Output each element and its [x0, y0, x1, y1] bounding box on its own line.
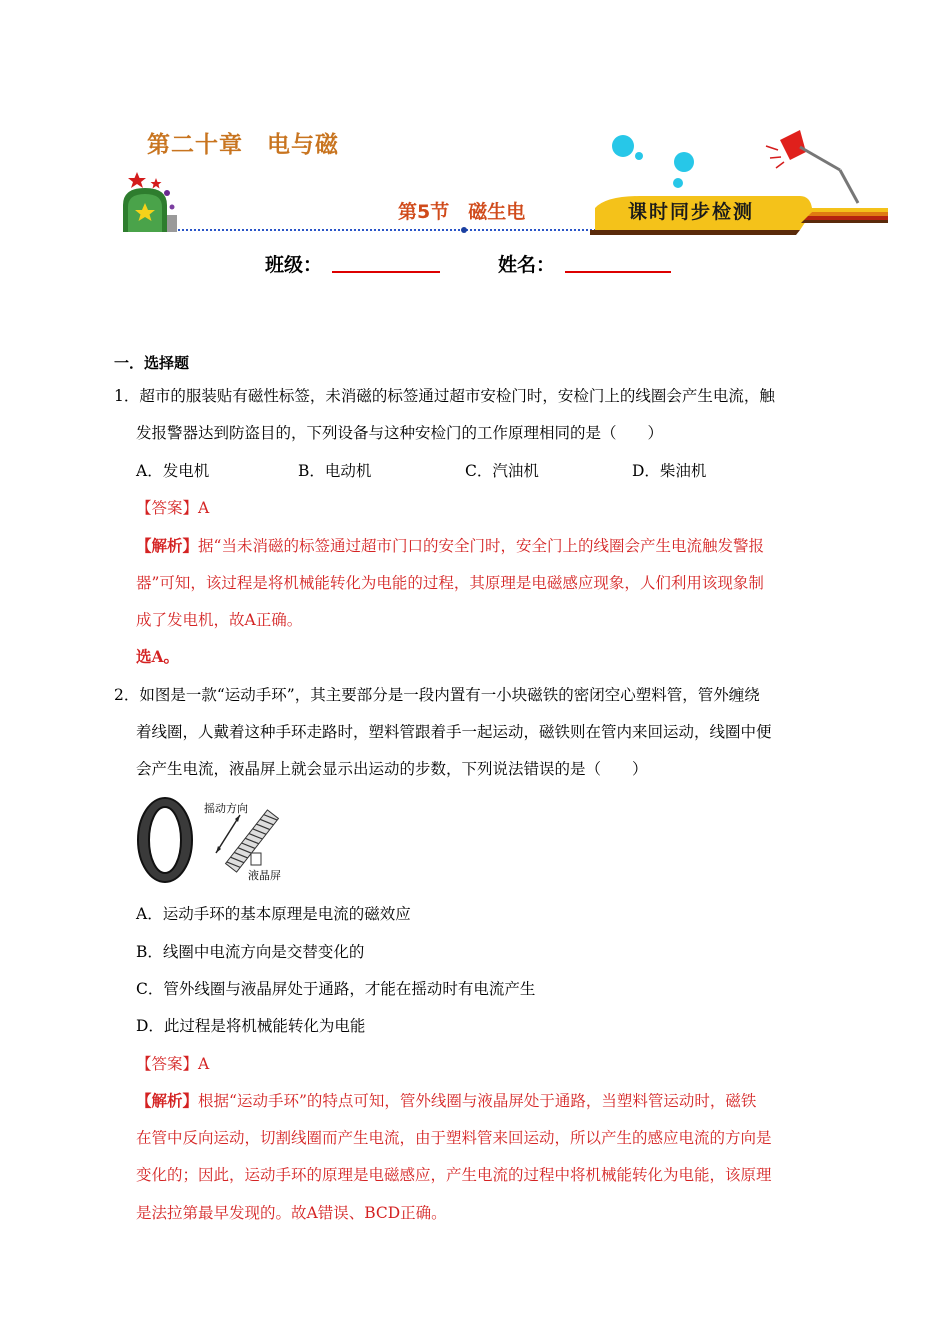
q1-option-a: A．发电机	[136, 462, 210, 480]
q2-analysis-line-2: 在管中反向运动，切割线圈而产生电流，由于塑料管来回运动，所以产生的感应电流的方向是	[136, 1129, 772, 1147]
class-label: 班级：	[265, 254, 323, 276]
desk-lamp-icon	[766, 130, 858, 203]
figure-label-direction: 摇动方向	[204, 802, 248, 815]
q2-option-d: D．此过程是将机械能转化为电能	[136, 1017, 366, 1035]
q1-option-b: B．电动机	[298, 462, 372, 480]
q1-analysis-line-1	[136, 534, 764, 556]
q2-answer: 【答案】A	[136, 1055, 210, 1073]
section-heading: 一．选择题	[114, 354, 190, 372]
q2-analysis-line-3: 变化的；因此，运动手环的原理是电磁感应，产生电流的过程中将机械能转化为电能，该原理	[136, 1166, 772, 1184]
chapter-title: 第二十章 电与磁	[147, 132, 339, 158]
q2-option-c: C．管外线圈与液晶屏处于通路，才能在摇动时有电流产生	[136, 980, 536, 998]
q2-option-a: A．运动手环的基本原理是电流的磁效应	[136, 905, 411, 923]
figure-label-screen: 液晶屏	[248, 869, 281, 882]
q2-analysis-line-4: 是法拉第最早发现的。故A错误、BCD正确。	[136, 1204, 447, 1222]
q2-analysis-line-1	[136, 1089, 756, 1111]
q1-analysis-text: 据“当未消磁的标签通过超市门口的安全门时，安全门上的线圈会产生电流触发警报	[198, 537, 764, 555]
name-blank	[565, 271, 671, 273]
q1-answer: 【答案】A	[136, 499, 210, 517]
class-blank	[332, 271, 440, 273]
q1-analysis-line-2: 器”可知，该过程是将机械能转化为电能的过程，其原理是电磁感应现象，人们利用该现象制	[136, 574, 764, 592]
section-title: 第5节 磁生电	[398, 201, 526, 223]
q1-analysis-line-3: 成了发电机，故A正确。	[136, 611, 303, 629]
sports-band-figure	[134, 795, 294, 890]
q1-option-c: C．汽油机	[465, 462, 539, 480]
q2-analysis-tag: 【解析】	[136, 1091, 199, 1110]
name-label: 姓名：	[498, 254, 556, 276]
q1-conclusion: 选A。	[136, 647, 180, 666]
banner-label: 课时同步检测	[628, 201, 755, 223]
q2-stem-line-3: 会产生电流，液晶屏上就会显示出运动的步数，下列说法错误的是（ ）	[136, 760, 648, 778]
bubbles-icon	[612, 135, 694, 188]
q2-option-b: B．线圈中电流方向是交替变化的	[136, 943, 365, 961]
q2-analysis-text: 根据“运动手环”的特点可知，管外线圈与液晶屏处于通路，当塑料管运动时，磁铁	[198, 1092, 757, 1110]
q1-option-d: D．柴油机	[632, 462, 707, 480]
q2-stem-line-1: 2．如图是一款“运动手环”，其主要部分是一段内置有一小块磁铁的密闭空心塑料管，管外缠绕	[114, 686, 760, 704]
q1-stem-line-2: 发报警器达到防盗目的，下列设备与这种安检门的工作原理相同的是（ ）	[136, 424, 664, 442]
q1-stem-line-1: 1．超市的服装贴有磁性标签，未消磁的标签通过超市安检门时，安检门上的线圈会产生电流，触	[114, 387, 775, 405]
q1-analysis-tag: 【解析】	[136, 536, 199, 555]
q2-stem-line-2: 着线圈，人戴着这种手环走路时，塑料管跟着手一起运动，磁铁则在管内来回运动，线圈中便	[136, 723, 772, 741]
star-badge-icon	[123, 172, 177, 232]
